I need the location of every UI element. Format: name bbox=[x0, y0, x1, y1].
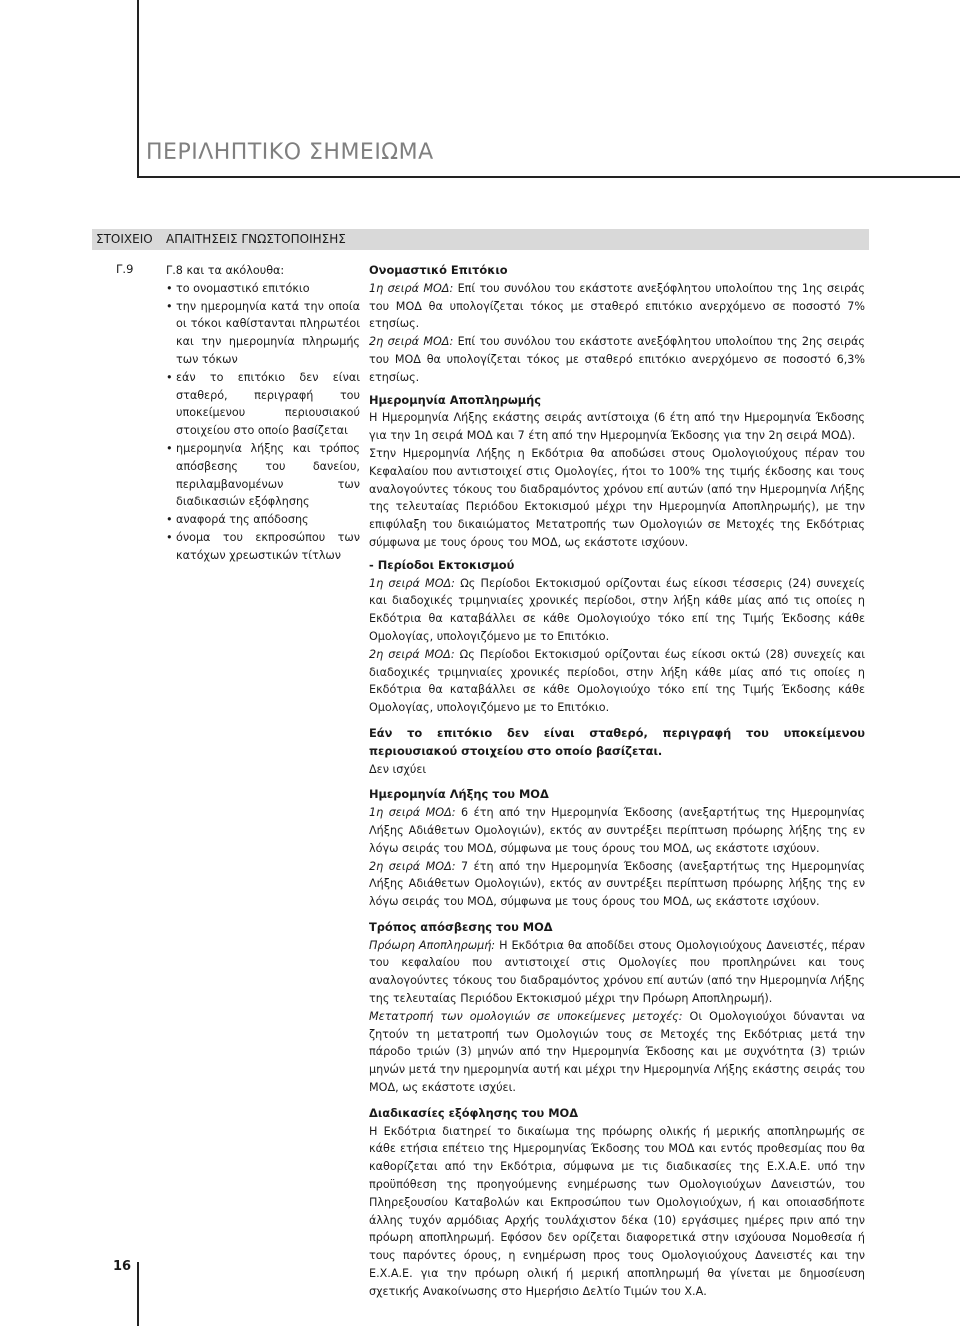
series-1-paragraph: 1η σειρά ΜΟΔ: 6 έτη από την Ημερομηνία Έκδοσης (ανεξαρτήτως της Ημερομηνίας Λήξης Αδιάθετων Ομολογιών), εκτός αν συντρέξει περίπτωση πρόωρης λήξης της εν λόγω σειράς του ΜΟΔ, σύμφωνα με τους όρους του ΜΟΔ, ως εκάστοτε ισχύουν. bbox=[369, 806, 865, 855]
section-nominal-rate bbox=[369, 262, 865, 387]
paragraph: Δεν ισχύει bbox=[369, 762, 427, 776]
section-heading: Ημερομηνία Αποπληρωμής bbox=[369, 392, 541, 407]
section-heading: Τρόπος απόσβεσης του ΜΟΔ bbox=[369, 919, 553, 934]
table-header-item: ΣΤΟΙΧΕΙΟ bbox=[96, 232, 153, 246]
series-1-paragraph: 1η σειρά ΜΟΔ: Επί του συνόλου του εκάστοτε ανεξόφλητου υπολοίπου της 1ης σειράς του ΜΟΔ θα υπολογίζεται τόκος με σταθερό επιτόκιο ανερχόμενο σε ποσοστό 7% ετησίως. bbox=[369, 281, 866, 331]
section-heading: - Περίοδοι Εκτοκισμού bbox=[369, 557, 515, 572]
row-item-number: Γ.9 bbox=[116, 262, 134, 276]
page-number: 16 bbox=[113, 1259, 132, 1274]
series-2-paragraph: 2η σειρά ΜΟΔ: Επί του συνόλου του εκάστοτε ανεξόφλητου υπολοίπου της 2ης σειράς του ΜΟΔ θα υπολογίζεται τόκος με σταθερό επιτόκιο ανερχόμενο σε ποσοστό 6,3% ετησίως. bbox=[369, 335, 866, 384]
series-2-paragraph: 2η σειρά ΜΟΔ: 7 έτη από την Ημερομηνία Έκδοσης (ανεξαρτήτως της Ημερομηνίας Λήξης Αδιάθετων Ομολογιών), εκτός αν συντρέξει περίπτωση πρόωρης λήξης της εν λόγω σειράς του ΜΟΔ, σύμφωνα με τους όρους του ΜΟΔ, ως εκάστοτε ισχύουν. bbox=[369, 859, 865, 909]
top-vertical-rule bbox=[137, 0, 139, 177]
section-amortization bbox=[369, 919, 865, 1097]
requirement-bullet: • το ονομαστικό επιτόκιο bbox=[166, 280, 360, 298]
requirement-bullet: • αναφορά της απόδοσης bbox=[166, 511, 360, 529]
requirement-bullet: • ημερομηνία λήξης και τρόπος απόσβεσης του δανείου, περιλαμβανομένων των διαδικασιών εξόφλησης bbox=[166, 440, 360, 511]
content-column bbox=[369, 262, 865, 1301]
requirement-bullet: • όνομα του εκπροσώπου των κατόχων χρεωστικών τίτλων bbox=[166, 529, 360, 565]
section-heading: Ημερομηνία Λήξης του ΜΟΔ bbox=[369, 787, 549, 802]
section-maturity-date bbox=[369, 786, 865, 911]
section-heading: Διαδικασίες εξόφλησης του ΜΟΔ bbox=[369, 1105, 579, 1120]
page-title: ΠΕΡΙΛΗΠΤΙΚΟ ΣΗΜΕΙΩΜΑ bbox=[146, 140, 434, 165]
conversion-paragraph: Μετατροπή των ομολογιών σε υποκείμενες μετοχές: Οι Ομολογιούχοι δύνανται να ζητούν τη μετατροπή των Ομολογιών τους σε Μετοχές της Εκδότριας μετά την πάροδο τριών (3) μηνών από την Ημερομηνία Έκδοσης και με συχνότητα (3) τριών μηνών μετά την ημερομηνία αυτή και μέχρι την Ημερομηνία Λήξης εκάστης σειράς του ΜΟΔ, ως εκάστοτε ισχύει. bbox=[369, 1009, 865, 1095]
requirement-bullet: • την ημερομηνία κατά την οποία οι τόκοι καθίστανται πληρωτέοι και την ημερομηνία πληρωμής των τόκων bbox=[166, 298, 360, 369]
paragraph: Η Εκδότρια διατηρεί το δικαίωμα της πρόωρης ολικής ή μερικής αποπληρωμής σε κάθε ετήσια επέτειο της Ημερομηνίας Έκδοσης του ΜΟΔ και εντός προθεσμίας που θα καθορίζεται από την Εκδότρια, σύμφωνα με τις διαδικασίες της Ε.Χ.Α.Ε. υπό την προϋπόθεση της προηγούμενης ενημέρωσης των Ομολογιούχων Δανειστών, του Πληρεξουσίου Καταβολών και Εκπροσώπου των Ομολογιούχων, ή και οποιασδήποτε άλλης τυχόν αρμόδιας Αρχής τουλάχιστον δέκα (10) εργάσιμες ημέρες πριν από την πρόωρη αποπληρωμή. Εφόσον δεν ορίζεται διαφορετικά στην ισχύουσα Νομοθεσία ή τους παρόντες όρους, η ενημέρωση προς τους Ομολογιούχους Δανειστές και την Ε.Χ.Α.Ε. για την πρόωρη ολική ή μερική αποπληρωμή θα γίνεται με δημοσίευση σχετικής Ανακοίνωσης στο Ημερήσιο Δελτίο Τιμών του Χ.Α. bbox=[369, 1124, 865, 1298]
section-heading: Ονομαστικό Επιτόκιο bbox=[369, 263, 508, 277]
title-underline-rule bbox=[137, 176, 960, 178]
requirement-bullet: • εάν το επιτόκιο δεν είναι σταθερό, περιγραφή του υποκείμενου περιουσιακού στοιχείου στο οποίο βασίζεται bbox=[166, 369, 360, 440]
section-repayment-date bbox=[369, 392, 865, 552]
bottom-vertical-rule bbox=[137, 1262, 139, 1326]
section-repayment-procedures bbox=[369, 1105, 865, 1301]
paragraph: Η Ημερομηνία Λήξης εκάστης σειράς αντίστοιχα (6 έτη από την Ημερομηνία Έκδοσης για την 1η σειρά ΜΟΔ και 7 έτη από την Ημερομηνία Έκδοσης για την 2η σειρά ΜΟΔ). bbox=[369, 411, 865, 443]
requirements-column bbox=[166, 262, 360, 565]
table-header-requirements: ΑΠΑΙΤΗΣΕΙΣ ΓΝΩΣΤΟΠΟΙΗΣΗΣ bbox=[166, 232, 346, 246]
section-floating-rate bbox=[369, 725, 865, 778]
section-heading: Εάν το επιτόκιο δεν είναι σταθερό, περιγραφή του υποκείμενου περιουσιακού στοιχείου στο οποίο βασίζεται. bbox=[369, 725, 865, 758]
section-interest-periods bbox=[369, 557, 865, 717]
paragraph: Στην Ημερομηνία Λήξης η Εκδότρια θα αποδώσει στους Ομολογιούχους πέραν του Κεφαλαίου που αντιστοιχεί στις Ομολογίες, ήτοι το 100% της τιμής έκδοσης και τους αναλογούντες τόκους του διαδραμόντος χρόνου επί αυτών (από την Ημερομηνία Λήξης της τελευταίας Περιόδου Εκτοκισμού μέχρι την Ημερομηνία Αποπληρωμής), με την επιφύλαξη του δικαιώματος Μετατροπής των Ομολογιών σε Μετοχές της Εκδότριας σύμφωνα με τους όρους του ΜΟΔ, ως εκάστοτε ισχύουν. bbox=[369, 446, 865, 549]
early-repayment-paragraph: Πρόωρη Αποπληρωμή: Η Εκδότρια θα αποδίδει στους Ομολογιούχους Δανειστές, πέραν του κεφαλαίου που αντιστοιχεί στις Ομολογίες που προπληρώνει και τους αναλογούντες τόκους του διαδραμόντος χρόνου επί αυτών (από την Ημερομηνία Λήξης της τελευταίας Περιόδου Εκτοκισμού μέχρι την Πρόωρη Αποπληρωμή). bbox=[369, 938, 866, 1006]
requirements-intro: Γ.8 και τα ακόλουθα: bbox=[166, 264, 285, 277]
series-2-paragraph: 2η σειρά ΜΟΔ: Ως Περίοδοι Εκτοκισμού ορίζονται έως είκοσι οκτώ (28) συνεχείς και διαδοχικές τριμηνιαίες χρονικές περίοδοι, στην λήξη κάθε μίας από τις οποίες η Εκδότρια θα καταβάλλει σε κάθε Ομολογιούχο τόκο επί της Τιμής Έκδοσης κάθε Ομολογίας, υπολογιζόμενο με το Επιτόκιο. bbox=[369, 647, 866, 715]
series-1-paragraph: 1η σειρά ΜΟΔ: Ως Περίοδοι Εκτοκισμού ορίζονται έως είκοσι τέσσερις (24) συνεχείς και διαδοχικές τριμηνιαίες χρονικές περίοδοι, στην λήξη κάθε μίας από τις οποίες η Εκδότρια θα καταβάλλει σε κάθε Ομολογιούχο τόκο επί της Τιμής Έκδοσης κάθε Ομολογίας, υπολογιζόμενο με το Επιτόκιο. bbox=[369, 576, 866, 643]
